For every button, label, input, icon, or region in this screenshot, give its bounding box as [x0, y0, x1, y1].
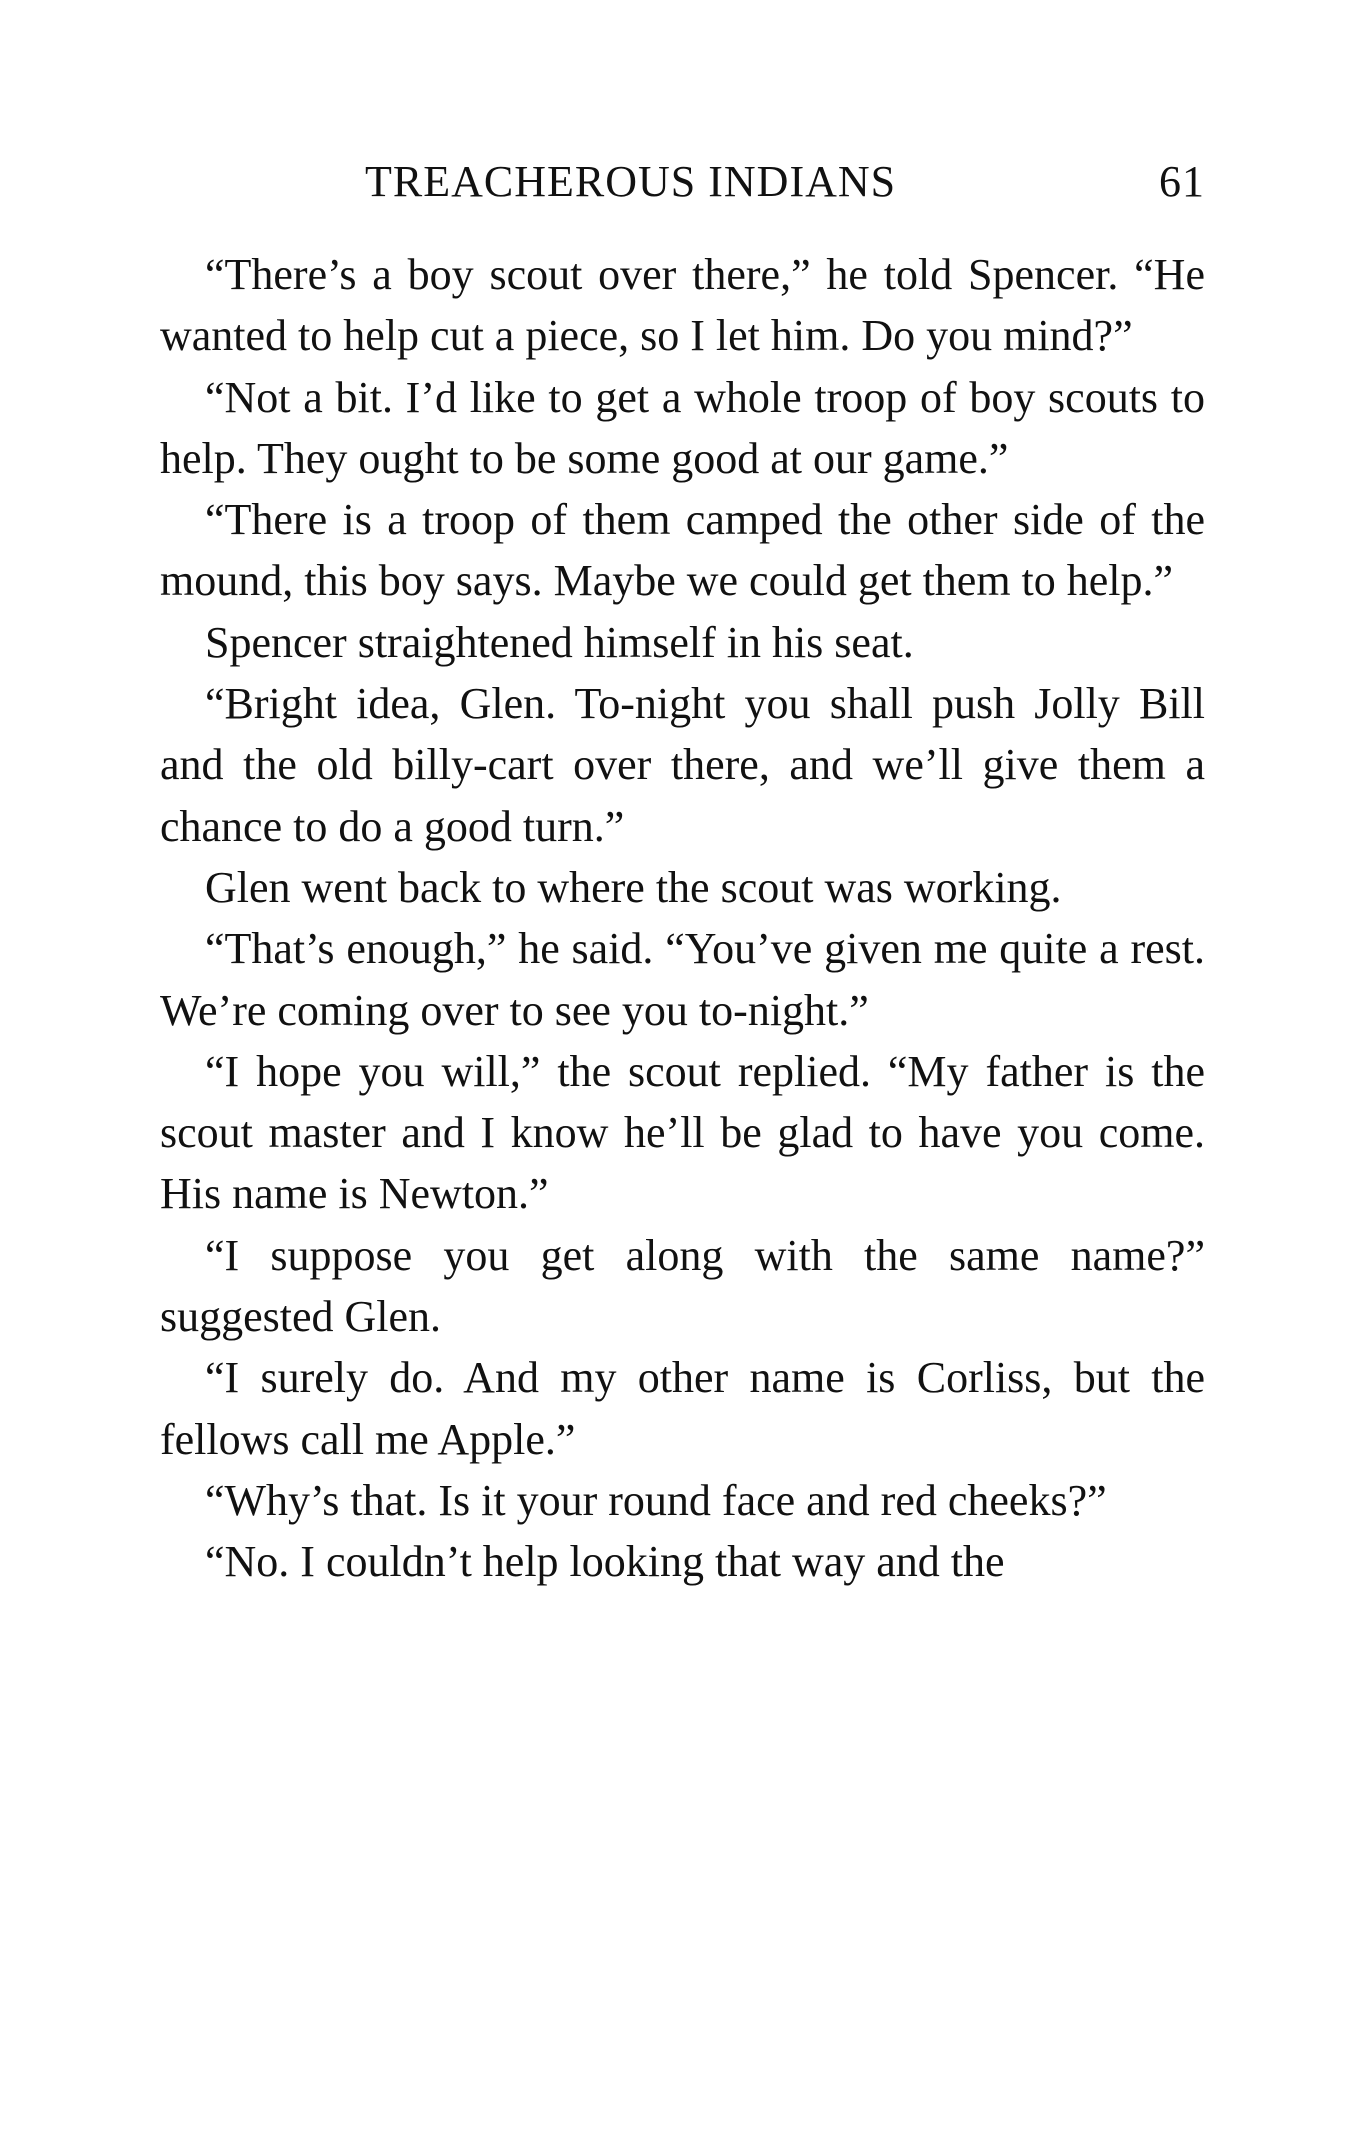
paragraph: “Why’s that. Is it your round face and red cheeks?”: [205, 1475, 1107, 1525]
body-text: [160, 244, 1205, 1593]
paragraph: Glen went back to where the scout was working.: [205, 862, 1062, 912]
paragraph: “No. I couldn’t help looking that way and the: [205, 1537, 1005, 1587]
chapter-title: TREACHEROUS INDIANS: [365, 157, 897, 206]
paragraph: Spencer straightened himself in his seat.: [205, 617, 914, 667]
paragraph: “That’s enough,” he said. “You’ve given me quite a rest. We’re coming over to see you to-night.”: [160, 924, 1205, 1035]
paragraph: “I suppose you get along with the same name?” suggested Glen.: [160, 1230, 1205, 1342]
paragraph: “Bright idea, Glen. To-night you shall push Jolly Bill and the old billy-cart over there, and we’ll give them a chance to do a good turn.”: [160, 679, 1205, 851]
paragraph: “Not a bit. I’d like to get a whole troop of boy scouts to help. They ought to be some good at our game.”: [160, 372, 1205, 483]
running-header: [160, 152, 1205, 212]
page-number: 61: [1159, 157, 1205, 206]
paragraph: “I hope you will,” the scout replied. “My father is the scout master and I know he’ll be glad to have you come. His name is Newton.”: [160, 1046, 1205, 1219]
paragraph: “There’s a boy scout over there,” he told Spencer. “He wanted to help cut a piece, so I let him. Do you mind?”: [160, 250, 1205, 361]
paragraph: “I surely do. And my other name is Corliss, but the fellows call me Apple.”: [160, 1353, 1205, 1464]
paragraph: “There is a troop of them camped the other side of the mound, this boy says. Maybe we could get them to help.”: [160, 495, 1205, 606]
